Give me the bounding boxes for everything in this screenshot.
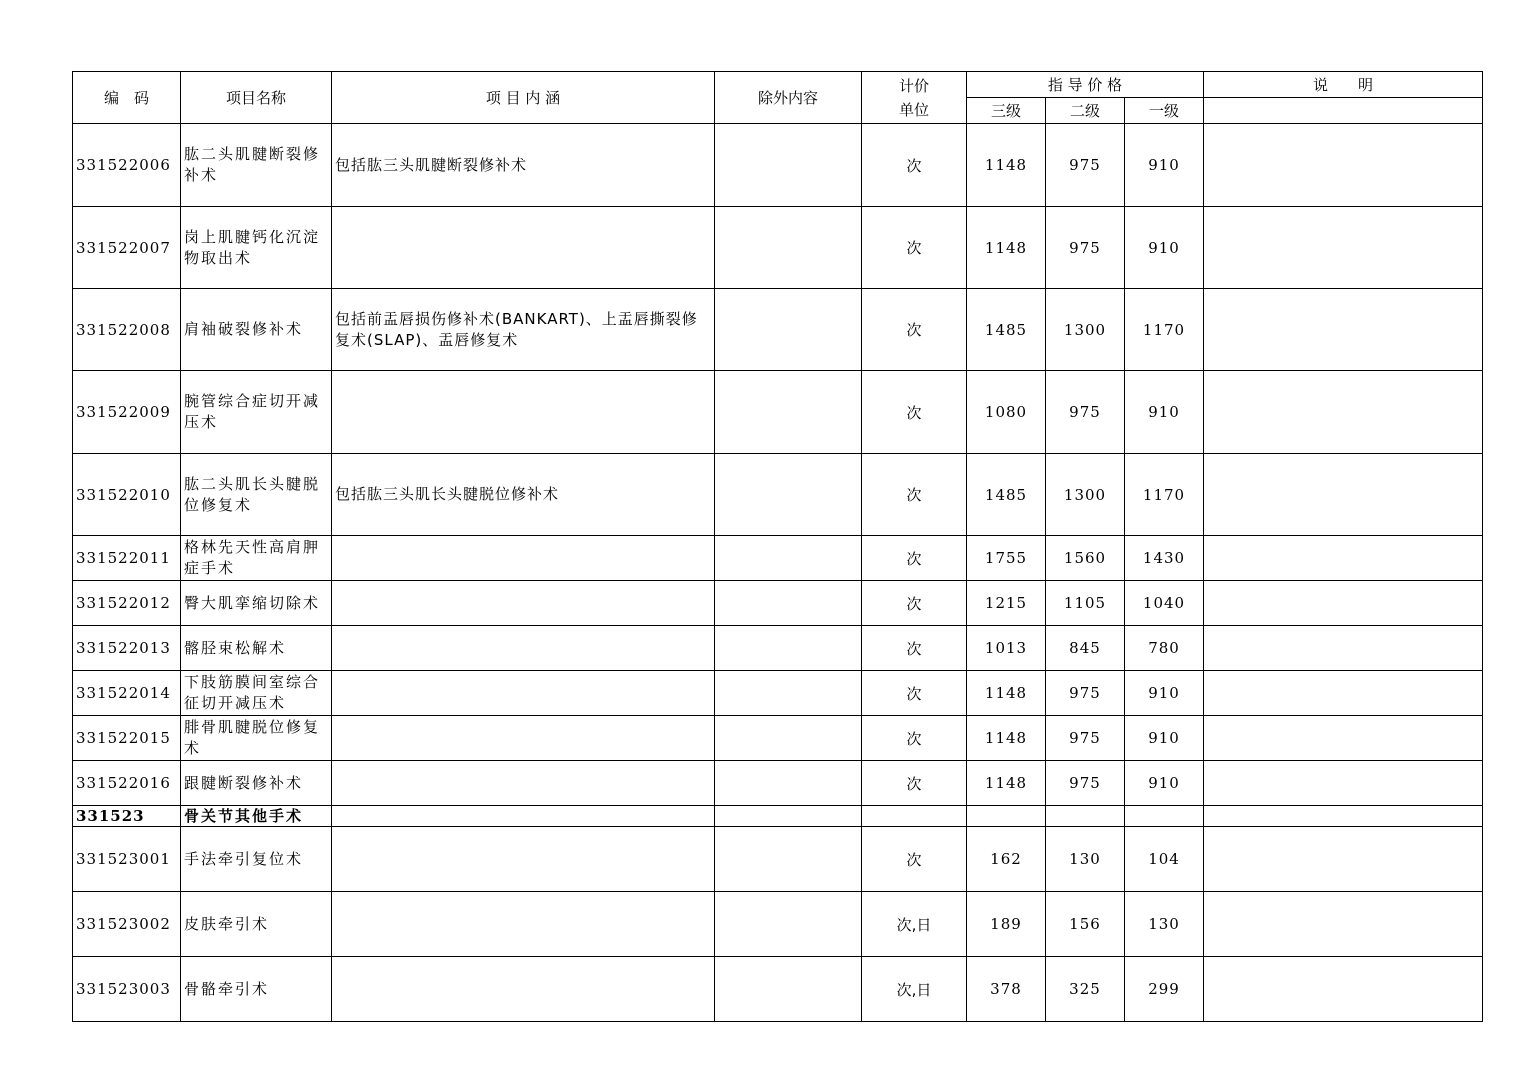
cell-code: 331522008 <box>73 289 181 371</box>
table-row <box>73 207 1483 289</box>
cell-unit: 次 <box>862 289 967 371</box>
cell-name: 骨骼牵引术 <box>181 957 332 1022</box>
cell-level3: 1148 <box>967 124 1046 207</box>
cell-level2 <box>1046 806 1125 827</box>
cell-name: 手法牵引复位术 <box>181 827 332 892</box>
cell-level1: 104 <box>1125 827 1204 892</box>
table-row <box>73 671 1483 716</box>
cell-note <box>1204 207 1483 289</box>
cell-level2: 1560 <box>1046 536 1125 581</box>
cell-unit: 次 <box>862 581 967 626</box>
cell-name: 肩袖破裂修补术 <box>181 289 332 371</box>
cell-exclusion <box>715 957 862 1022</box>
cell-level3: 1148 <box>967 761 1046 806</box>
cell-unit: 次 <box>862 124 967 207</box>
cell-note <box>1204 124 1483 207</box>
cell-level2: 975 <box>1046 761 1125 806</box>
cell-unit: 次 <box>862 716 967 761</box>
cell-code: 331522006 <box>73 124 181 207</box>
cell-code: 331522010 <box>73 454 181 536</box>
table-row <box>73 626 1483 671</box>
cell-note <box>1204 371 1483 454</box>
cell-level2: 845 <box>1046 626 1125 671</box>
cell-exclusion <box>715 827 862 892</box>
cell-unit: 次 <box>862 454 967 536</box>
cell-level1: 1170 <box>1125 289 1204 371</box>
cell-level3: 1485 <box>967 289 1046 371</box>
cell-unit: 次 <box>862 371 967 454</box>
table-row <box>73 454 1483 536</box>
header-row-top <box>73 72 1483 98</box>
cell-code: 331522012 <box>73 581 181 626</box>
header-unit: 计价 单位 <box>862 72 967 124</box>
header-code: 编 码 <box>73 72 181 124</box>
cell-exclusion <box>715 124 862 207</box>
cell-note <box>1204 454 1483 536</box>
cell-exclusion <box>715 207 862 289</box>
cell-name: 肱二头肌腱断裂修补术 <box>181 124 332 207</box>
cell-code: 331523002 <box>73 892 181 957</box>
cell-level1: 1430 <box>1125 536 1204 581</box>
cell-level3: 162 <box>967 827 1046 892</box>
cell-note <box>1204 761 1483 806</box>
cell-exclusion <box>715 371 862 454</box>
cell-note <box>1204 581 1483 626</box>
table-row <box>73 124 1483 207</box>
cell-level3: 1215 <box>967 581 1046 626</box>
cell-name: 岗上肌腱钙化沉淀物取出术 <box>181 207 332 289</box>
cell-name: 臀大肌挛缩切除术 <box>181 581 332 626</box>
cell-level2: 975 <box>1046 671 1125 716</box>
cell-level1: 1040 <box>1125 581 1204 626</box>
cell-unit: 次 <box>862 536 967 581</box>
table-row <box>73 892 1483 957</box>
cell-unit: 次 <box>862 761 967 806</box>
table-row <box>73 289 1483 371</box>
table-body <box>73 124 1483 1022</box>
cell-content <box>332 207 715 289</box>
cell-exclusion <box>715 536 862 581</box>
cell-level2: 975 <box>1046 371 1125 454</box>
cell-code: 331522007 <box>73 207 181 289</box>
table-row <box>73 761 1483 806</box>
cell-exclusion <box>715 626 862 671</box>
cell-note <box>1204 892 1483 957</box>
cell-code: 331522015 <box>73 716 181 761</box>
cell-level1: 780 <box>1125 626 1204 671</box>
cell-content: 包括前盂唇损伤修补术(BANKART)、上盂唇撕裂修复术(SLAP)、盂唇修复术 <box>332 289 715 371</box>
cell-content <box>332 626 715 671</box>
cell-level3: 1148 <box>967 716 1046 761</box>
cell-content <box>332 957 715 1022</box>
cell-level3: 189 <box>967 892 1046 957</box>
cell-unit <box>862 806 967 827</box>
cell-exclusion <box>715 454 862 536</box>
cell-level1 <box>1125 806 1204 827</box>
cell-name: 腓骨肌腱脱位修复术 <box>181 716 332 761</box>
cell-exclusion <box>715 892 862 957</box>
header-level1: 一级 <box>1125 98 1204 124</box>
cell-exclusion <box>715 581 862 626</box>
cell-content <box>332 536 715 581</box>
cell-code: 331523003 <box>73 957 181 1022</box>
cell-level2: 975 <box>1046 207 1125 289</box>
cell-level1: 910 <box>1125 124 1204 207</box>
cell-unit: 次,日 <box>862 892 967 957</box>
cell-code: 331522011 <box>73 536 181 581</box>
cell-level1: 910 <box>1125 371 1204 454</box>
cell-name: 髂胫束松解术 <box>181 626 332 671</box>
cell-code: 331523001 <box>73 827 181 892</box>
cell-name: 跟腱断裂修补术 <box>181 761 332 806</box>
cell-content: 包括肱三头肌腱断裂修补术 <box>332 124 715 207</box>
cell-code: 331522013 <box>73 626 181 671</box>
cell-content <box>332 761 715 806</box>
cell-level2: 1300 <box>1046 454 1125 536</box>
cell-name: 格林先天性高肩胛症手术 <box>181 536 332 581</box>
cell-level3: 1755 <box>967 536 1046 581</box>
cell-level2: 975 <box>1046 716 1125 761</box>
cell-name: 下肢筋膜间室综合征切开减压术 <box>181 671 332 716</box>
cell-level1: 910 <box>1125 761 1204 806</box>
cell-exclusion <box>715 671 862 716</box>
header-exclusion: 除外内容 <box>715 72 862 124</box>
cell-level3: 1148 <box>967 207 1046 289</box>
cell-name: 骨关节其他手术 <box>181 806 332 827</box>
cell-note <box>1204 671 1483 716</box>
cell-code: 331522009 <box>73 371 181 454</box>
cell-content <box>332 806 715 827</box>
cell-unit: 次 <box>862 207 967 289</box>
table-row <box>73 716 1483 761</box>
cell-name: 肱二头肌长头腱脱位修复术 <box>181 454 332 536</box>
cell-code: 331522016 <box>73 761 181 806</box>
cell-unit: 次 <box>862 671 967 716</box>
table-row <box>73 371 1483 454</box>
cell-level3: 1013 <box>967 626 1046 671</box>
cell-level1: 910 <box>1125 716 1204 761</box>
cell-note <box>1204 957 1483 1022</box>
cell-note <box>1204 289 1483 371</box>
cell-level1: 130 <box>1125 892 1204 957</box>
table-row <box>73 957 1483 1022</box>
cell-note <box>1204 536 1483 581</box>
cell-level1: 910 <box>1125 671 1204 716</box>
cell-level2: 325 <box>1046 957 1125 1022</box>
table-row <box>73 536 1483 581</box>
cell-level3: 378 <box>967 957 1046 1022</box>
cell-content <box>332 371 715 454</box>
header-level2: 二级 <box>1046 98 1125 124</box>
header-content: 项 目 内 涵 <box>332 72 715 124</box>
cell-content <box>332 892 715 957</box>
cell-unit: 次,日 <box>862 957 967 1022</box>
header-price-group: 指 导 价 格 <box>967 72 1204 98</box>
cell-content <box>332 716 715 761</box>
cell-level1: 910 <box>1125 207 1204 289</box>
cell-level3 <box>967 806 1046 827</box>
table-row <box>73 581 1483 626</box>
cell-exclusion <box>715 806 862 827</box>
cell-content: 包括肱三头肌长头腱脱位修补术 <box>332 454 715 536</box>
cell-level2: 130 <box>1046 827 1125 892</box>
cell-content <box>332 827 715 892</box>
cell-level2: 975 <box>1046 124 1125 207</box>
header-note: 说 明 <box>1204 72 1483 98</box>
header-name: 项目名称 <box>181 72 332 124</box>
cell-level3: 1485 <box>967 454 1046 536</box>
cell-note <box>1204 827 1483 892</box>
cell-note <box>1204 716 1483 761</box>
cell-note <box>1204 806 1483 827</box>
cell-content <box>332 581 715 626</box>
cell-code: 331522014 <box>73 671 181 716</box>
cell-exclusion <box>715 289 862 371</box>
cell-unit: 次 <box>862 827 967 892</box>
price-table <box>72 71 1483 1022</box>
cell-name: 腕管综合症切开减压术 <box>181 371 332 454</box>
cell-level2: 1105 <box>1046 581 1125 626</box>
cell-level3: 1080 <box>967 371 1046 454</box>
cell-note <box>1204 626 1483 671</box>
cell-exclusion <box>715 716 862 761</box>
cell-name: 皮肤牵引术 <box>181 892 332 957</box>
cell-code: 331523 <box>73 806 181 827</box>
cell-level2: 156 <box>1046 892 1125 957</box>
cell-content <box>332 671 715 716</box>
header-level3: 三级 <box>967 98 1046 124</box>
cell-level1: 299 <box>1125 957 1204 1022</box>
header-note-blank <box>1204 98 1483 124</box>
cell-level1: 1170 <box>1125 454 1204 536</box>
cell-level3: 1148 <box>967 671 1046 716</box>
category-row <box>73 806 1483 827</box>
cell-level2: 1300 <box>1046 289 1125 371</box>
cell-exclusion <box>715 761 862 806</box>
table-row <box>73 827 1483 892</box>
cell-unit: 次 <box>862 626 967 671</box>
